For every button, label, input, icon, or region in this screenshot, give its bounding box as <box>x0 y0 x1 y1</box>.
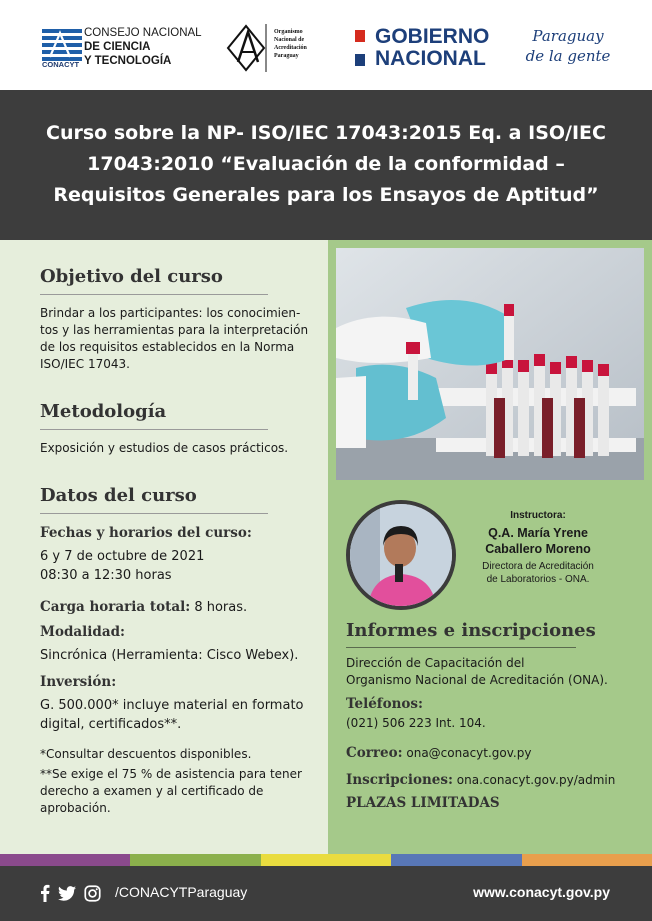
ona-line1: Organismo <box>274 29 303 35</box>
correo-label: Correo: <box>346 745 403 761</box>
strip-purple <box>0 854 130 866</box>
datos-rule <box>40 513 268 514</box>
lab-test-tubes-photo <box>336 248 644 480</box>
instructor-name-line2: Caballero Moreno <box>485 542 591 556</box>
paraguay-de-la-gente-logo <box>523 26 613 66</box>
color-strip <box>0 854 652 866</box>
page-title <box>30 118 622 211</box>
plazas-limitadas: PLAZAS LIMITADAS <box>346 795 500 811</box>
paraguay-line1: Paraguay <box>532 27 604 45</box>
note-descuentos: *Consultar descuentos disponibles. <box>40 747 252 761</box>
strip-orange <box>522 854 652 866</box>
instructor-role: Instructora: <box>510 510 566 521</box>
conacyt-name <box>84 26 202 68</box>
inversion-line2: digital, certificados**. <box>40 717 182 732</box>
inversion-value <box>40 696 325 734</box>
instructor-name <box>463 525 613 557</box>
gobierno-line2: NACIONAL <box>375 47 486 70</box>
metodologia-rule <box>40 429 268 430</box>
conacyt-line2: DE CIENCIA <box>84 41 151 53</box>
carga-value: 8 horas. <box>190 600 248 615</box>
objetivo-line3: de los requisitos establecidos en la Norma <box>40 340 295 354</box>
strip-blue <box>391 854 521 866</box>
objetivo-rule <box>40 294 268 295</box>
fechas-label: Fechas y horarios del curso: <box>40 525 252 541</box>
social-icons <box>40 882 101 904</box>
inscripciones-row <box>346 769 615 789</box>
fechas-time: 08:30 a 12:30 horas <box>40 568 172 583</box>
title-line3: Requisitos Generales para los Ensayos de Aptitud” <box>53 184 599 206</box>
social-handle[interactable]: /CONACYTParaguay <box>115 884 248 900</box>
objetivo-line1: Brindar a los participantes: los conocimien- <box>40 306 301 320</box>
fechas-date: 6 y 7 de octubre de 2021 <box>40 549 205 564</box>
objetivo-text <box>40 305 312 373</box>
instructor-position-line1: Directora de Acreditación <box>482 561 594 572</box>
conacyt-line3: Y TECNOLOGÍA <box>84 55 172 67</box>
informes-org-line2: Organismo Nacional de Acreditación (ONA). <box>346 673 608 687</box>
informes-org <box>346 655 642 689</box>
instructor-avatar <box>346 500 456 610</box>
instructor-position-line2: de Laboratorios - ONA. <box>486 574 590 585</box>
strip-yellow <box>261 854 391 866</box>
instructor-photo <box>350 504 452 606</box>
ona-line2: Nacional de <box>274 37 305 43</box>
conacyt-abbr: CONACYT <box>42 60 80 69</box>
facebook-icon[interactable] <box>40 884 50 902</box>
metodologia-text: Exposición y estudios de casos prácticos. <box>40 441 289 455</box>
instagram-icon[interactable] <box>84 885 101 902</box>
objetivo-line2: tos y las herramientas para la interpretación <box>40 323 309 337</box>
gobierno-flag-icon <box>355 30 365 66</box>
website-link[interactable]: www.conacyt.gov.py <box>473 884 610 900</box>
objetivo-heading: Objetivo del curso <box>40 266 223 287</box>
gobierno-line1: GOBIERNO <box>375 25 490 48</box>
informes-heading: Informes e inscripciones <box>346 620 596 641</box>
correo-row <box>346 742 531 762</box>
telefonos-value: (021) 506 223 Int. 104. <box>346 716 486 730</box>
ona-line4: Paraguay <box>274 53 299 59</box>
twitter-icon[interactable] <box>58 886 76 901</box>
instructor-position <box>463 560 613 586</box>
telefonos-label: Teléfonos: <box>346 696 424 712</box>
title-line1: Curso sobre la NP- ISO/IEC 17043:2015 Eq. a ISO/IEC <box>46 122 606 144</box>
carga-label: Carga horaria total: <box>40 599 191 615</box>
conacyt-line1: CONSEJO NACIONAL <box>84 27 202 39</box>
correo-link[interactable]: ona@conacyt.gov.py <box>402 746 532 760</box>
modalidad-value: Sincrónica (Herramienta: Cisco Webex). <box>40 648 299 663</box>
informes-rule <box>346 647 576 648</box>
inversion-line1: G. 500.000* incluye material en formato <box>40 698 304 713</box>
modalidad-label: Modalidad: <box>40 624 126 640</box>
inscripciones-link[interactable]: ona.conacyt.gov.py/admin <box>452 773 616 787</box>
instructor-name-line1: Q.A. María Yrene <box>488 526 588 540</box>
objetivo-line4: ISO/IEC 17043. <box>40 357 130 371</box>
gobierno-nacional-logo <box>375 26 489 70</box>
datos-heading: Datos del curso <box>40 485 197 506</box>
paraguay-line2: de la gente <box>525 47 611 65</box>
ona-line3: Acreditación <box>274 45 307 51</box>
note2-line2: derecho a examen y al certificado de <box>40 784 264 798</box>
note2-line3: aprobación. <box>40 801 111 815</box>
title-line2: 17043:2010 “Evaluación de la conformidad – <box>87 153 565 175</box>
carga-row <box>40 596 247 617</box>
inversion-label: Inversión: <box>40 674 117 690</box>
strip-green <box>130 854 260 866</box>
inscripciones-label: Inscripciones: <box>346 772 453 788</box>
informes-org-line1: Dirección de Capacitación del <box>346 656 525 670</box>
note-asistencia <box>40 766 325 817</box>
fechas-value <box>40 547 204 585</box>
note2-line1: **Se exige el 75 % de asistencia para tener <box>40 767 302 781</box>
ona-name <box>274 28 307 60</box>
metodologia-heading: Metodología <box>40 401 167 422</box>
